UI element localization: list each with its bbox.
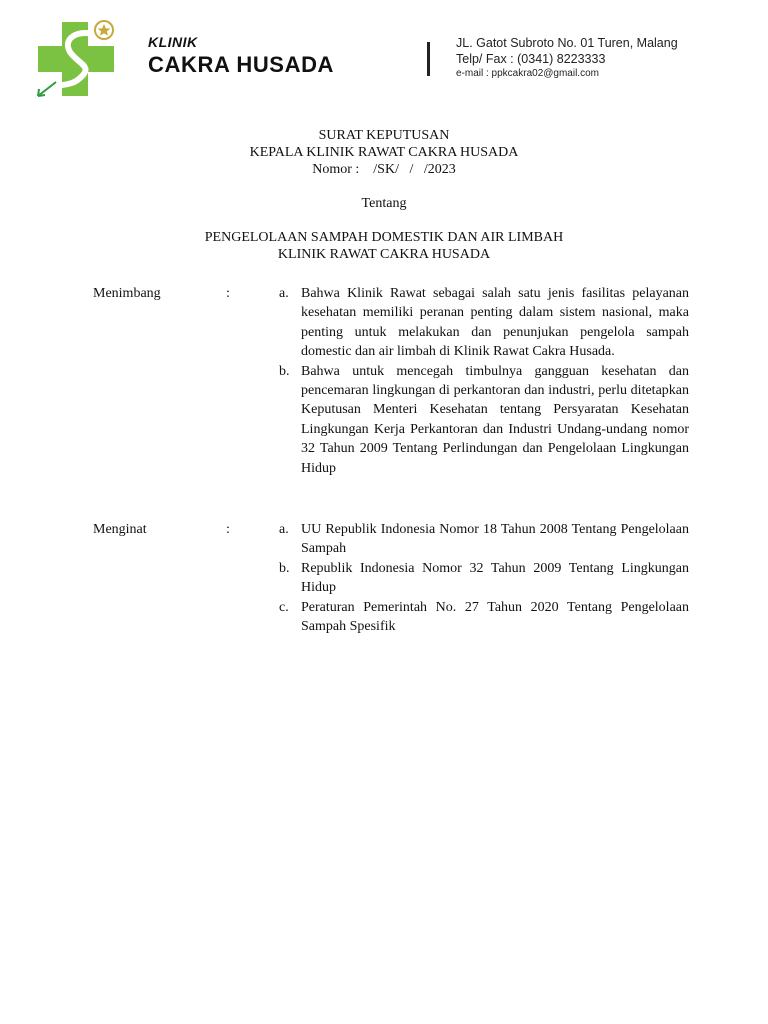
brand-subtitle: KLINIK [148,34,198,50]
title-line-1: SURAT KEPUTUSAN [318,128,450,143]
item-text: Bahwa Klinik Rawat sebagai salah satu jenis fasilitas pelayanan kesehatan memiliki peranan penting dalam sistem nasional, maka penting untuk melakukan dan penunjukan pengelola sampah domestic dan air limbah di Klinik Rawat Cakra Husada. [301,286,689,360]
decree-number: Nomor : /SK/ / /2023 [312,162,456,177]
list-item [279,559,689,598]
section-label: Menginat [93,522,147,537]
item-marker: b. [279,560,290,576]
subject-line-2: KLINIK RAWAT CAKRA HUSADA [277,247,491,262]
item-text: Republik Indonesia Nomor 32 Tahun 2009 Tentang Lingkungan Hidup [301,560,689,596]
considerations-list [279,284,689,478]
list-item [279,520,689,559]
references-list [279,520,689,636]
brand-name: CAKRA HUSADA [148,52,335,77]
clinic-brand [148,34,334,80]
section-colon: : [226,522,230,537]
decree-subject [0,229,768,263]
address: JL. Gatot Subroto No. 01 Turen, Malang [456,36,678,50]
header-divider [427,42,430,76]
item-text: UU Republik Indonesia Nomor 18 Tahun 2008 Tentang Pengelolaan Sampah [301,522,689,557]
list-item [279,362,689,478]
item-marker: a. [279,286,289,301]
clinic-logo [34,18,118,100]
item-text: Peraturan Pemerintah No. 27 Tahun 2020 Tentang Pengelolaan Sampah Spesifik [301,599,689,635]
subject-line-1: PENGELOLAAN SAMPAH DOMESTIK DAN AIR LIMBAH [204,230,564,245]
section-colon: : [226,286,230,301]
phone: Telp/ Fax : (0341) 8223333 [456,51,606,66]
title-line-2: KEPALA KLINIK RAWAT CAKRA HUSADA [249,145,519,160]
item-text: Bahwa untuk mencegah timbulnya gangguan kesehatan dan pencemaran lingkungan di perkantoran dan industri, perlu ditetapkan Keputusan Menteri Kesehatan tentang Persyaratan Kesehatan Lingkungan Kerja Perkantoran dan Industri Undang-undang nomor 32 Tahun 2009 Tentang Perlindungan dan Pengelolaan Lingkungan Hidup [301,363,689,476]
decree-title [0,127,768,178]
item-marker: c. [279,599,289,615]
item-marker: b. [279,363,290,379]
list-item [279,284,689,362]
contact-info [456,36,678,81]
list-item [279,598,689,637]
section-label: Menimbang [93,286,161,301]
about-label: Tentang [361,196,407,211]
item-marker: a. [279,522,289,537]
email: e-mail : ppkcakra02@gmail.com [456,68,599,79]
